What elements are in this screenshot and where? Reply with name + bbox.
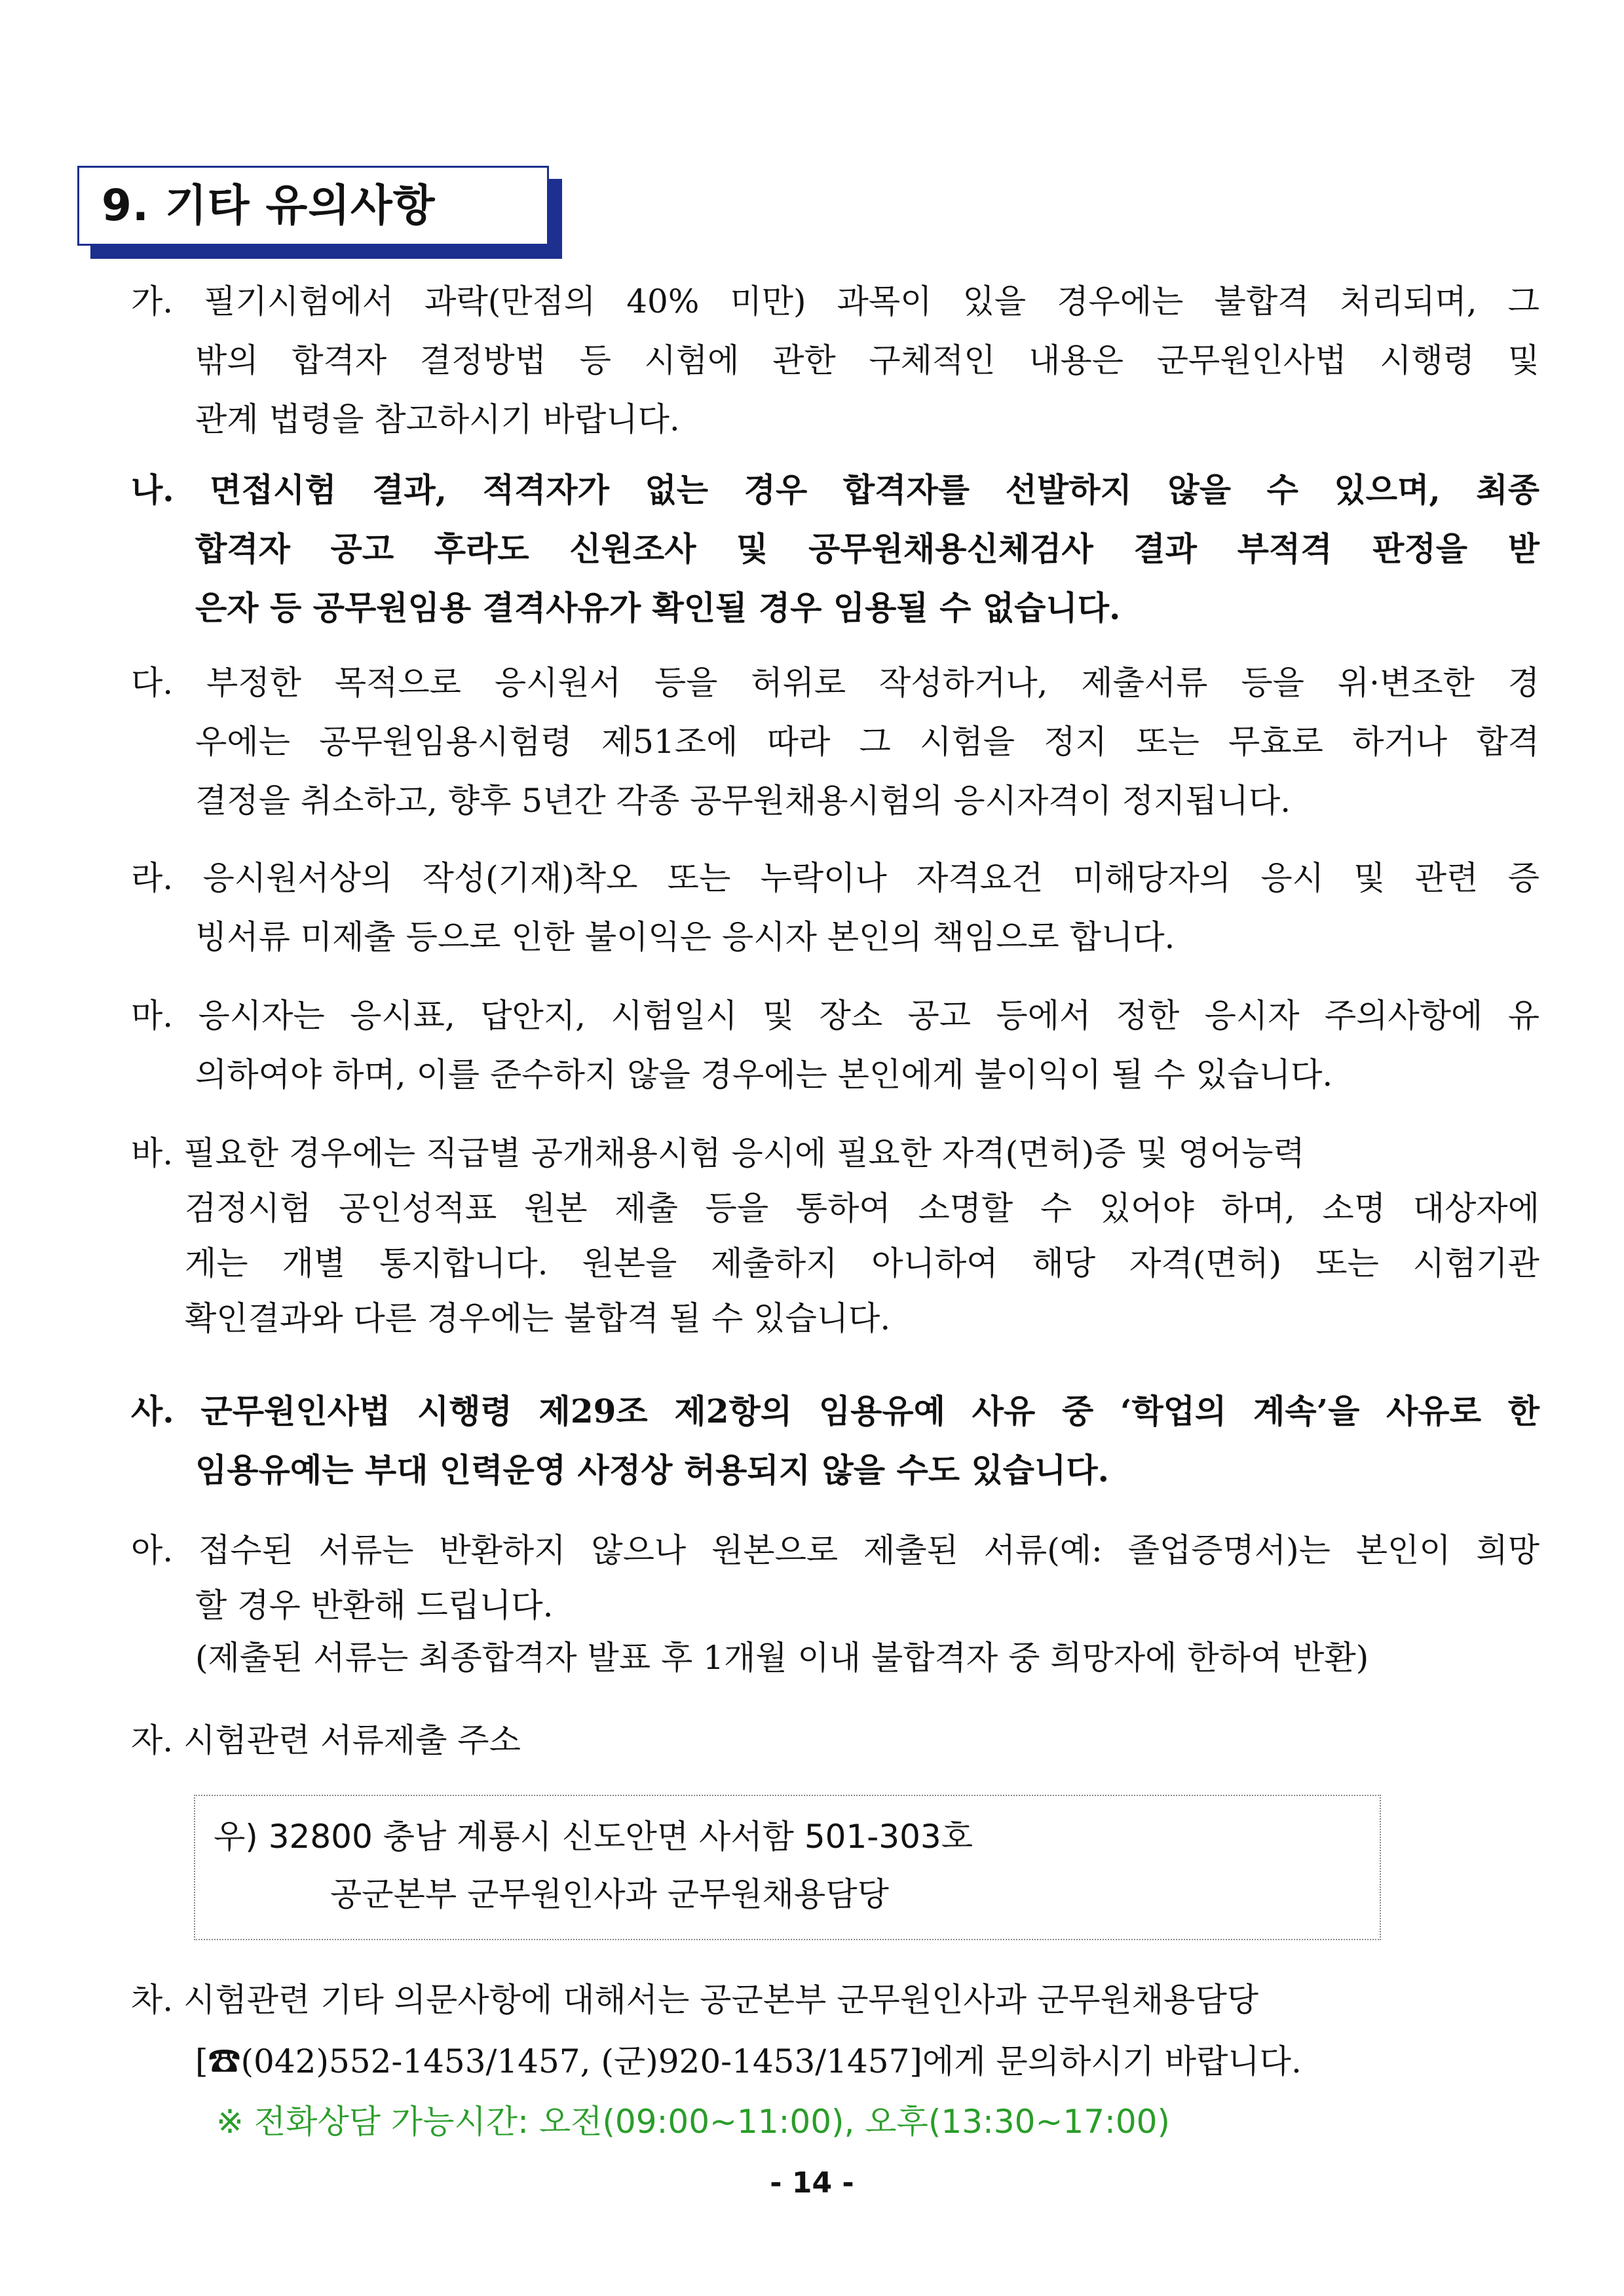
item-ga-line-2: 밖의 합격자 결정방법 등 시험에 관한 구체적인 내용은 군무원인사법 시행령 및 — [195, 341, 1539, 379]
item-a-line-2: 할 경우 반환해 드립니다. — [195, 1586, 554, 1624]
item-ra-line-1: 라. 응시원서상의 작성(기재)착오 또는 누락이나 자격요건 미해당자의 응시 및 관련 증 — [131, 859, 1539, 897]
page-number: - 14 - — [770, 2166, 854, 2200]
item-ga-line-1: 가. 필기시험에서 과락(만점의 40% 미만) 과목이 있을 경우에는 불합격 처리되며, 그 — [131, 282, 1539, 320]
item-na-line-3: 은자 등 공무원임용 결격사유가 확인될 경우 임용될 수 없습니다. — [195, 588, 1121, 627]
item-sa-line-1: 사. 군무원인사법 시행령 제29조 제2항의 임용유예 사유 중 ‘학업의 계속’을 사유로 한 — [131, 1392, 1539, 1430]
item-da-line-2: 우에는 공무원임용시험령 제51조에 따라 그 시험을 정지 또는 무효로 하거나 합격 — [195, 723, 1539, 761]
item-na-line-1: 나. 면접시험 결과, 적격자가 없는 경우 합격자를 선발하지 않을 수 있으며, 최종 — [131, 470, 1539, 509]
phone-hours-note: ※ 전화상담 가능시간: 오전(09:00~11:00), 오후(13:30~17:00) — [216, 2103, 1170, 2141]
item-a-line-1: 아. 접수된 서류는 반환하지 않으나 원본으로 제출된 서류(예: 졸업증명서)는 본인이 희망 — [131, 1531, 1539, 1569]
item-da-line-3: 결정을 취소하고, 향후 5년간 각종 공무원채용시험의 응시자격이 정지됩니다. — [195, 782, 1291, 820]
section-heading: 9. 기타 유의사항 — [102, 180, 436, 231]
address-box — [194, 1795, 1381, 1940]
item-ba-line-2: 검정시험 공인성적표 원본 제출 등을 통하여 소명할 수 있어야 하며, 소명 대상자에 — [185, 1189, 1539, 1227]
item-cha-line-1: 차. 시험관련 기타 의문사항에 대해서는 공군본부 군무원인사과 군무원채용담당 — [131, 1981, 1259, 2019]
address-line-1: 우) 32800 충남 계룡시 신도안면 사서함 501-303호 — [214, 1818, 973, 1856]
item-ba-line-1: 바. 필요한 경우에는 직급별 공개채용시험 응시에 필요한 자격(면허)증 및 영어능력 — [131, 1134, 1305, 1172]
item-a-note: (제출된 서류는 최종합격자 발표 후 1개월 이내 불합격자 중 희망자에 한하여 반환) — [195, 1639, 1369, 1677]
item-ba-line-3: 게는 개별 통지합니다. 원본을 제출하지 아니하여 해당 자격(면허) 또는 시험기관 — [185, 1244, 1539, 1282]
item-ga-line-3: 관계 법령을 참고하시기 바랍니다. — [195, 400, 680, 438]
item-da-line-1: 다. 부정한 목적으로 응시원서 등을 허위로 작성하거나, 제출서류 등을 위·변조한 경 — [131, 664, 1539, 702]
item-ra-line-2: 빙서류 미제출 등으로 인한 불이익은 응시자 본인의 책임으로 합니다. — [195, 918, 1175, 956]
item-ba-line-4: 확인결과와 다른 경우에는 불합격 될 수 있습니다. — [185, 1299, 891, 1337]
item-ma-line-1: 마. 응시자는 응시표, 답안지, 시험일시 및 장소 공고 등에서 정한 응시자 주의사항에 유 — [131, 997, 1539, 1035]
item-ma-line-2: 의하여야 하며, 이를 준수하지 않을 경우에는 본인에게 불이익이 될 수 있습니다. — [195, 1056, 1333, 1094]
item-ja-line-1: 자. 시험관련 서류제출 주소 — [131, 1721, 521, 1759]
item-cha-line-2: [☎(042)552-1453/1457, (군)920-1453/1457]에게 문의하시기 바랍니다. — [195, 2042, 1302, 2080]
item-na-line-2: 합격자 공고 후라도 신원조사 및 공무원채용신체검사 결과 부적격 판정을 받 — [195, 529, 1539, 568]
section-heading-box — [77, 166, 549, 246]
item-sa-line-2: 임용유예는 부대 인력운영 사정상 허용되지 않을 수도 있습니다. — [195, 1451, 1110, 1489]
address-line-2: 공군본부 군무원인사과 군무원채용담당 — [330, 1875, 889, 1913]
